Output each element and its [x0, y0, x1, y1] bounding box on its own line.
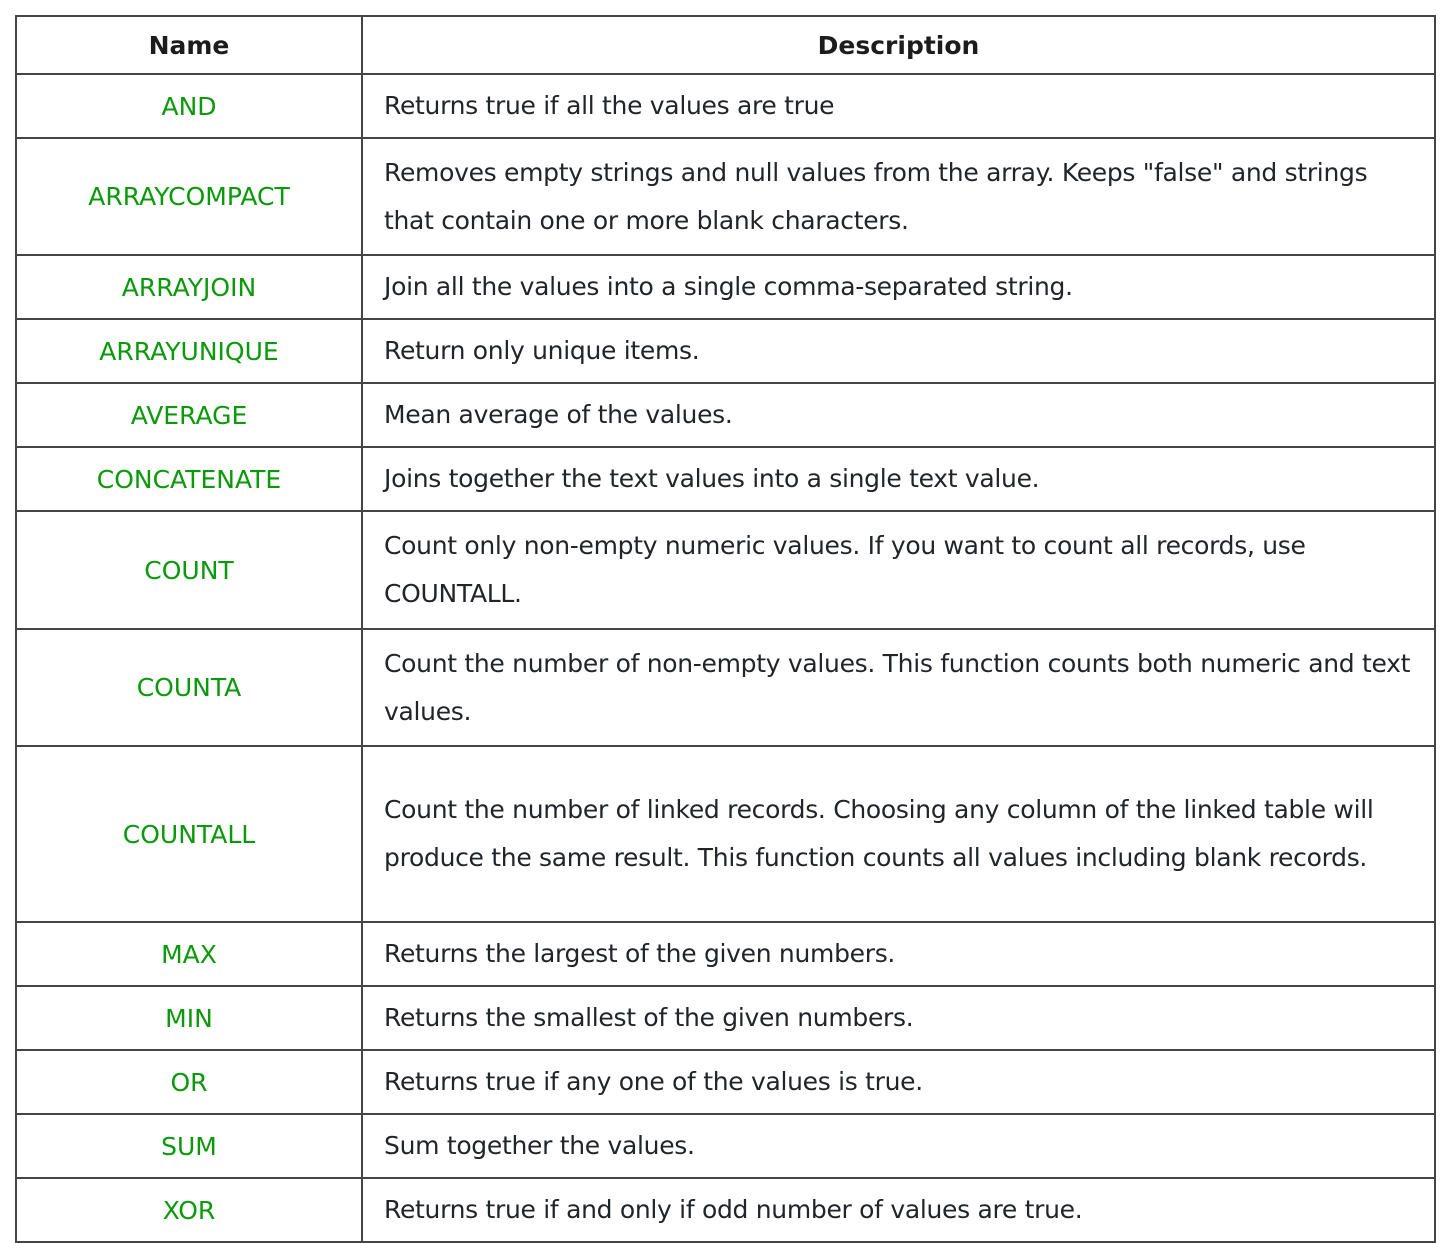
function-description: Returns true if and only if odd number of values are true.	[362, 1178, 1435, 1242]
function-description: Mean average of the values.	[362, 383, 1435, 447]
table-row	[16, 383, 1435, 447]
table-row	[16, 1050, 1435, 1114]
table-row	[16, 986, 1435, 1050]
table-row	[16, 319, 1435, 383]
function-name: SUM	[16, 1114, 362, 1178]
table-row	[16, 74, 1435, 138]
table-row	[16, 447, 1435, 511]
table-row	[16, 255, 1435, 319]
function-name: COUNTALL	[16, 746, 362, 922]
function-description: Joins together the text values into a single text value.	[362, 447, 1435, 511]
function-name: COUNTA	[16, 629, 362, 746]
function-name: CONCATENATE	[16, 447, 362, 511]
function-name: OR	[16, 1050, 362, 1114]
function-description: Join all the values into a single comma-separated string.	[362, 255, 1435, 319]
function-name: MAX	[16, 922, 362, 986]
table-row	[16, 511, 1435, 629]
function-name: ARRAYUNIQUE	[16, 319, 362, 383]
table-row	[16, 1114, 1435, 1178]
function-name: AND	[16, 74, 362, 138]
function-name: ARRAYJOIN	[16, 255, 362, 319]
table-body	[16, 74, 1435, 1242]
function-description: Count the number of linked records. Choosing any column of the linked table will produce the same result. This function counts all values including blank records.	[362, 746, 1435, 922]
function-name: COUNT	[16, 511, 362, 629]
functions-table	[15, 15, 1436, 1243]
table-row	[16, 1178, 1435, 1242]
function-description: Returns the smallest of the given numbers.	[362, 986, 1435, 1050]
table-row	[16, 746, 1435, 922]
function-name: MIN	[16, 986, 362, 1050]
column-header-description: Description	[362, 16, 1435, 74]
function-name: AVERAGE	[16, 383, 362, 447]
function-description: Count only non-empty numeric values. If you want to count all records, use COUNTALL.	[362, 511, 1435, 629]
function-description: Returns the largest of the given numbers.	[362, 922, 1435, 986]
table-row	[16, 922, 1435, 986]
table-row	[16, 629, 1435, 746]
function-description: Return only unique items.	[362, 319, 1435, 383]
function-name: ARRAYCOMPACT	[16, 138, 362, 255]
function-description: Returns true if any one of the values is true.	[362, 1050, 1435, 1114]
column-header-name: Name	[16, 16, 362, 74]
function-description: Returns true if all the values are true	[362, 74, 1435, 138]
function-description: Count the number of non-empty values. This function counts both numeric and text values.	[362, 629, 1435, 746]
table-row	[16, 138, 1435, 255]
function-description: Sum together the values.	[362, 1114, 1435, 1178]
function-name: XOR	[16, 1178, 362, 1242]
table-header-row	[16, 16, 1435, 74]
function-description: Removes empty strings and null values from the array. Keeps "false" and strings that contain one or more blank characters.	[362, 138, 1435, 255]
